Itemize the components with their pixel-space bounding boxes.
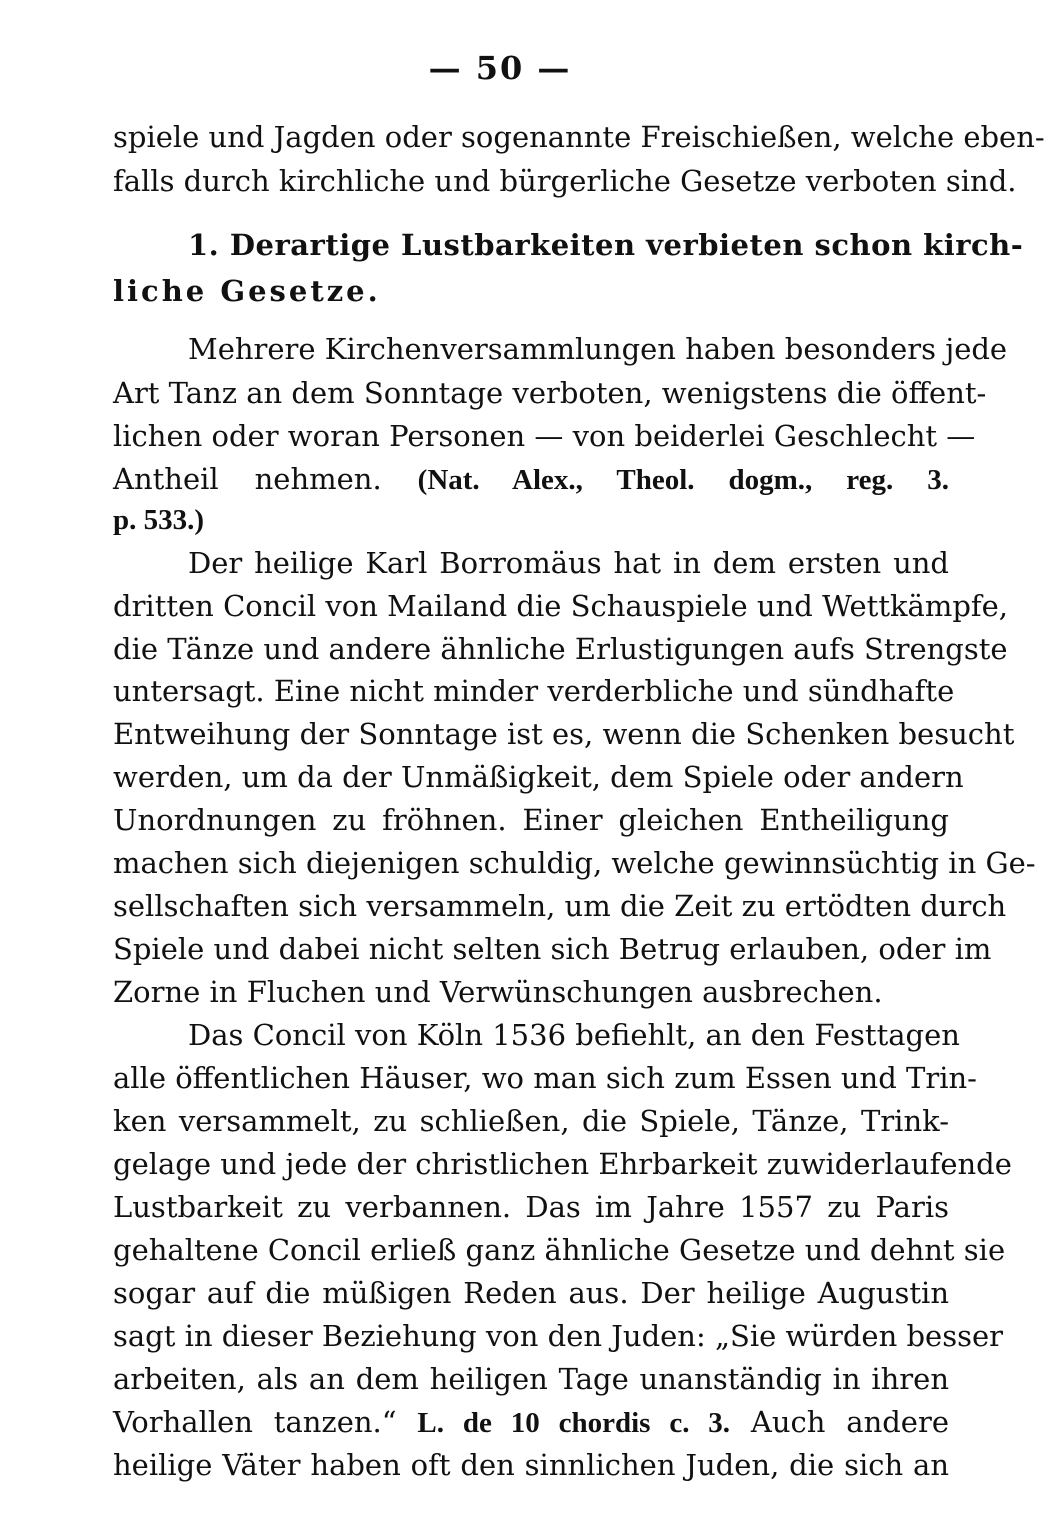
section-heading: 1. Derartige Lustbarkeiten verbieten schon kirch- bbox=[188, 228, 1024, 262]
text-line: gelage und jede der christlichen Ehrbarkeit zuwiderlaufende bbox=[113, 1147, 1012, 1181]
text-line: gehaltene Concil erließ ganz ähnliche Gesetze und dehnt sie bbox=[113, 1233, 1006, 1267]
text-line: Zorne in Fluchen und Verwünschungen ausbrechen. bbox=[113, 975, 883, 1009]
text-line: die Tänze und andere ähnliche Erlustigungen aufs Strengste bbox=[113, 632, 1008, 666]
citation: p. 533.) bbox=[113, 504, 205, 536]
text-line: lichen oder woran Personen — von beiderlei Geschlecht — bbox=[113, 419, 976, 453]
text-line: untersagt. Eine nicht minder verderbliche und sündhafte bbox=[113, 674, 955, 708]
text-line: heilige Väter haben oft den sinnlichen Juden, die sich an bbox=[113, 1448, 949, 1482]
text-line: Das Concil von Köln 1536 befiehlt, an den Festtagen bbox=[188, 1018, 960, 1052]
text-line: Entweihung der Sonntage ist es, wenn die Schenken besucht bbox=[113, 717, 1015, 751]
text-line: Der heilige Karl Borromäus hat in dem ersten und bbox=[188, 546, 949, 580]
text-line: sogar auf die müßigen Reden aus. Der heilige Augustin bbox=[113, 1276, 949, 1310]
text-line: sellschaften sich versammeln, um die Zeit zu ertödten durch bbox=[113, 889, 1007, 923]
text-line bbox=[113, 1399, 949, 1445]
text-line: Spiele und dabei nicht selten sich Betrug erlauben, oder im bbox=[113, 932, 992, 966]
page-number: — 50 — bbox=[428, 49, 572, 87]
citation: (Nat. Alex., Theol. dogm., reg. 3. bbox=[417, 464, 949, 496]
text-line: Mehrere Kirchenversammlungen haben besonders jede bbox=[188, 332, 1008, 366]
text-line: machen sich diejenigen schuldig, welche gewinnsüchtig in Ge- bbox=[113, 846, 1036, 880]
citation: L. de 10 chordis c. 3. bbox=[417, 1407, 731, 1439]
text-fragment: Vorhallen tanzen.“ bbox=[113, 1405, 397, 1439]
text-fragment: Auch andere bbox=[750, 1405, 949, 1439]
text-line: spiele und Jagden oder sogenannte Freischießen, welche eben- bbox=[113, 120, 1045, 154]
text-line: dritten Concil von Mailand die Schauspiele und Wettkämpfe, bbox=[113, 589, 1009, 623]
text-line: Art Tanz an dem Sonntage verboten, wenigstens die öffent- bbox=[113, 376, 987, 410]
section-heading-continued: liche Gesetze. bbox=[113, 274, 381, 308]
text-line: sagt in dieser Beziehung von den Juden: „Sie würden besser bbox=[113, 1319, 1004, 1353]
text-line: Unordnungen zu fröhnen. Einer gleichen Entheiligung bbox=[113, 803, 949, 837]
text-line: alle öffentlichen Häuser, wo man sich zum Essen und Trin- bbox=[113, 1061, 977, 1095]
text-line: arbeiten, als an dem heiligen Tage unanständig in ihren bbox=[113, 1362, 949, 1396]
text-fragment: Antheil nehmen. bbox=[113, 462, 382, 496]
text-line: werden, um da der Unmäßigkeit, dem Spiele oder andern bbox=[113, 760, 964, 794]
text-line: Lustbarkeit zu verbannen. Das im Jahre 1557 zu Paris bbox=[113, 1190, 949, 1224]
text-line bbox=[113, 456, 949, 502]
text-line: ken versammelt, zu schließen, die Spiele, Tänze, Trink- bbox=[113, 1104, 949, 1138]
text-line: falls durch kirchliche und bürgerliche Gesetze verboten sind. bbox=[113, 164, 1017, 198]
